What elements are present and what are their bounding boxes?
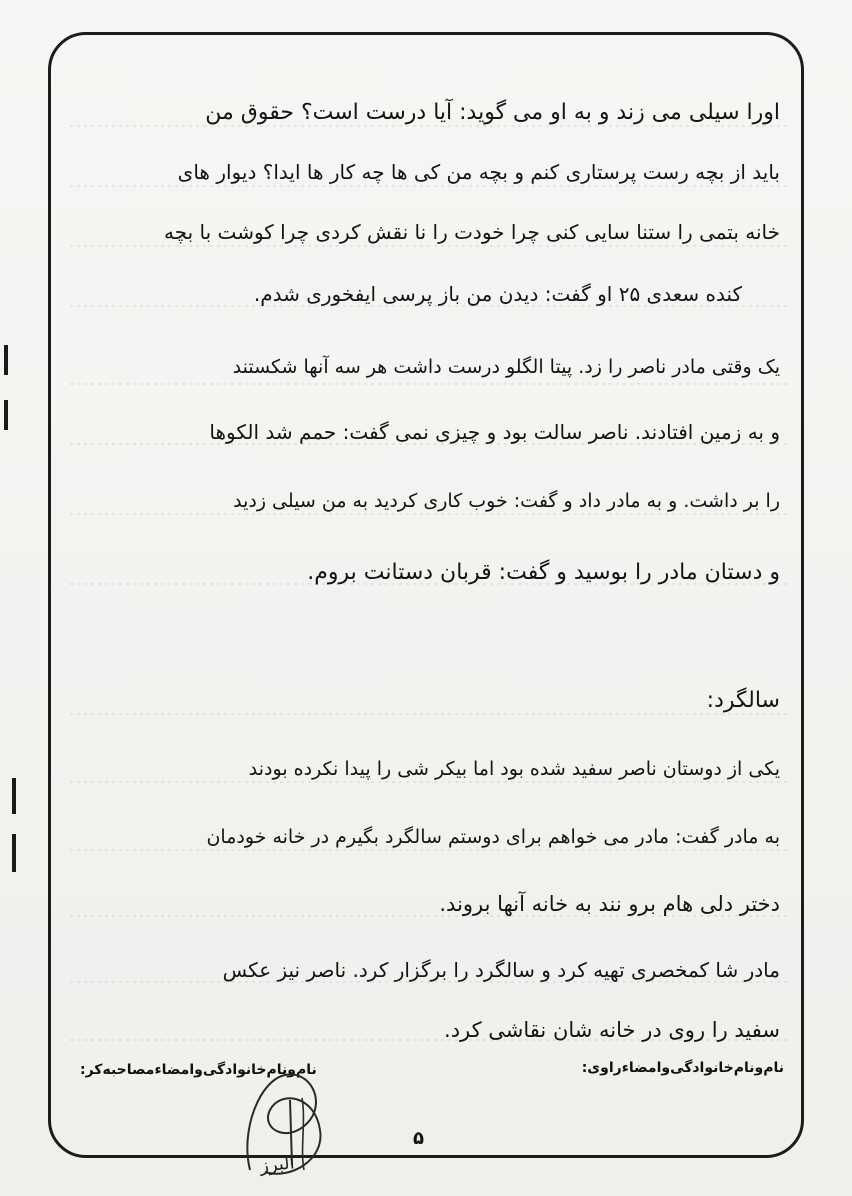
text-line: یکی از دوستان ناصر سفید شده بود اما بیکر شی را پیدا نکرده بودند <box>248 758 780 780</box>
narrator-signature-label: نام‌ونام‌خانوادگی‌وامضاءراوی: <box>581 1060 784 1076</box>
text-line: مادر شا کمخصری تهیه کرد و سالگرد را برگزار کرد. ناصر نیز عکس <box>222 958 780 982</box>
margin-mark <box>12 834 16 872</box>
signature-name: البرز <box>258 1152 296 1177</box>
text-line: و به زمین افتادند. ناصر سالت بود و چیزی نمی گفت: حمم شد الکوها <box>209 420 780 444</box>
text-line: دختر دلی هام برو نند به خانه آنها بروند. <box>439 892 780 916</box>
text-line: باید از بچه رست پرستاری کنم و بچه من کی ها چه کار ها ایدا؟ دیوار های <box>177 160 780 184</box>
text-line: را بر داشت. و به مادر داد و گفت: خوب کاری کردید به من سیلی زدید <box>233 490 780 512</box>
page-number: ۵ <box>413 1128 424 1149</box>
margin-mark <box>4 345 8 375</box>
text-line: و دستان مادر را بوسید و گفت: قربان دستانت بروم. <box>307 560 780 585</box>
text-line: یک وقتی مادر ناصر را زد. پیتا الگلو درست داشت هر سه آنها شکستند <box>232 356 780 378</box>
page-border <box>48 32 804 1158</box>
text-line: سفید را روی در خانه شان نقاشی کرد. <box>444 1018 780 1042</box>
text-line: کنده سعدی ۲۵ او گفت: دیدن من باز پرسی ایفخوری شدم. <box>253 282 742 306</box>
text-line: خانه بتمی را ستنا سایی کنی چرا خودت را نا نقش کردی چرا کوشت با بچه <box>163 220 780 244</box>
text-line: به مادر گفت: مادر می خواهم برای دوستم سالگرد بگیرم در خانه خودمان <box>206 826 780 848</box>
section-heading: سالگرد: <box>706 688 780 713</box>
text-line: اورا سیلی می زند و به او می گوید: آیا درست است؟ حقوق من <box>205 100 780 125</box>
margin-mark <box>4 400 8 430</box>
margin-mark <box>12 778 16 814</box>
interviewer-signature-label: نام‌ونام‌خانوادگی‌وامضاءمصاحبه‌کر: <box>80 1062 317 1078</box>
